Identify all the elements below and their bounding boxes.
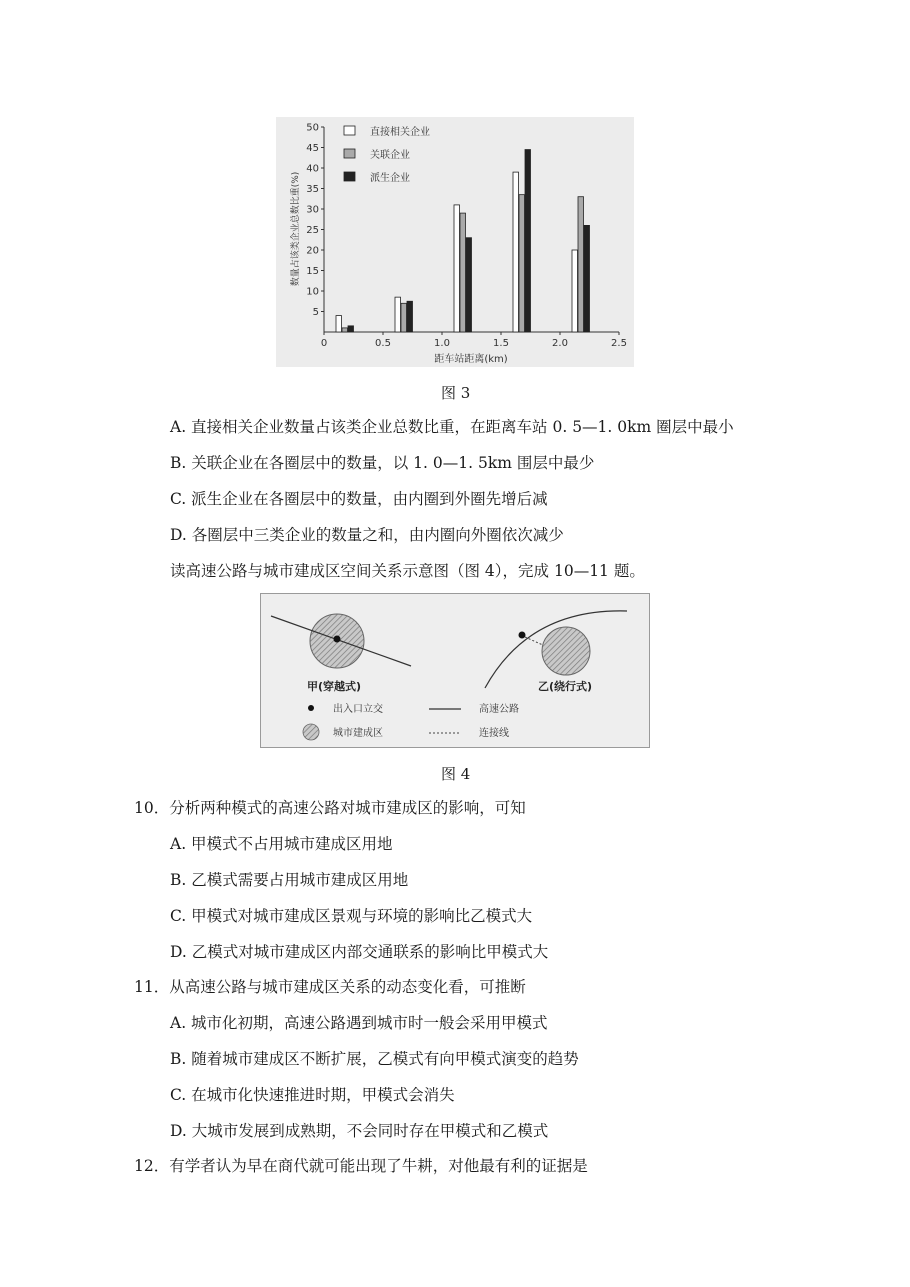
q9-option-b: B. 关联企业在各圈层中的数量，以 1. 0—1. 5km 围层中最少 [170,454,595,472]
x-tick-label: 0.5 [375,338,391,349]
bar-derived [584,225,590,332]
bar-related [401,303,407,332]
x-tick-label: 2.5 [611,338,627,349]
legend-urban-icon [303,724,319,740]
figure-4-diagram [260,593,650,748]
y-tick-label: 20 [306,245,319,257]
legend-link-label: 连接线 [479,728,509,739]
y-tick-label: 10 [306,286,319,298]
q10-option-d: D. 乙模式对城市建成区内部交通联系的影响比甲模式大 [170,943,549,961]
legend-label: 派生企业 [370,173,410,184]
y-tick-label: 40 [306,163,319,175]
x-tick-label: 1.5 [493,338,509,349]
bar-derived [348,326,354,332]
bar-chart [276,117,634,367]
q11-stem: 11．从高速公路与城市建成区关系的动态变化看，可推断 [134,978,526,996]
y-tick-label: 5 [312,307,319,318]
x-tick-label: 0 [320,338,328,349]
x-tick-label: 2.0 [552,338,568,349]
bar-derived [466,238,472,332]
y-tick-label: 25 [306,225,319,236]
legend-urban-label: 城市建成区 [333,728,383,739]
legend-swatch [344,172,355,181]
bar-related [460,213,466,332]
y-tick-label: 15 [306,266,319,277]
legend-swatch [344,149,355,158]
q9-option-d: D. 各圈层中三类企业的数量之和，由内圈向外圈依次减少 [170,526,564,544]
figure-3-caption: 图 3 [441,384,471,402]
legend-interchange-icon [308,705,314,711]
interchange-yi [519,632,526,639]
q11-option-c: C. 在城市化快速推进时期，甲模式会消失 [170,1086,455,1104]
y-tick-label: 35 [306,184,319,195]
intro-10-11: 读高速公路与城市建成区空间关系示意图（图 4），完成 10—11 题。 [170,562,645,580]
x-tick-label: 1.0 [434,338,450,349]
y-tick-label: 45 [306,143,319,154]
legend-swatch [344,126,355,135]
x-axis-label: 距车站距离(km) [434,354,508,365]
y-tick-label: 50 [306,122,319,134]
q10-option-b: B. 乙模式需要占用城市建成区用地 [170,871,409,889]
q9-option-a: A. 直接相关企业数量占该类企业总数比重，在距离车站 0. 5—1. 0km 圈层中最小 [170,418,734,436]
q11-option-b: B. 随着城市建成区不断扩展，乙模式有向甲模式演变的趋势 [170,1050,579,1068]
bar-related [519,195,525,332]
bar-derived [525,150,531,332]
legend-label: 直接相关企业 [370,127,430,138]
q11-option-a: A. 城市化初期，高速公路遇到城市时一般会采用甲模式 [170,1014,548,1032]
q10-option-c: C. 甲模式对城市建成区景观与环境的影响比乙模式大 [170,907,533,925]
q10-option-a: A. 甲模式不占用城市建成区用地 [170,835,393,853]
q12-stem: 12．有学者认为早在商代就可能出现了牛耕，对他最有利的证据是 [134,1157,588,1175]
bar-direct [336,316,342,332]
bar-direct [572,250,578,332]
label-yi: 乙(绕行式) [538,680,593,693]
bar-related [578,197,584,332]
y-tick-label: 30 [306,204,319,216]
legend-label: 关联企业 [370,150,410,161]
bar-direct [454,205,460,332]
interchange-jia [334,636,341,643]
legend-interchange-label: 出入口立交 [333,704,383,715]
q9-option-c: C. 派生企业在各圈层中的数量，由内圈到外圈先增后减 [170,490,548,508]
figure-3-chart [276,117,634,367]
urban-area-yi [542,627,590,675]
legend-highway-label: 高速公路 [479,704,519,715]
bar-related [342,328,348,332]
q11-option-d: D. 大城市发展到成熟期，不会同时存在甲模式和乙模式 [170,1122,549,1140]
figure-4-caption: 图 4 [441,765,471,783]
bar-direct [513,172,519,332]
label-jia: 甲(穿越式) [307,680,362,693]
y-axis-label: 数量占该类企业总数比重(%) [291,171,301,287]
q10-stem: 10．分析两种模式的高速公路对城市建成区的影响，可知 [134,799,526,817]
bar-direct [395,297,401,332]
bar-derived [407,301,413,332]
